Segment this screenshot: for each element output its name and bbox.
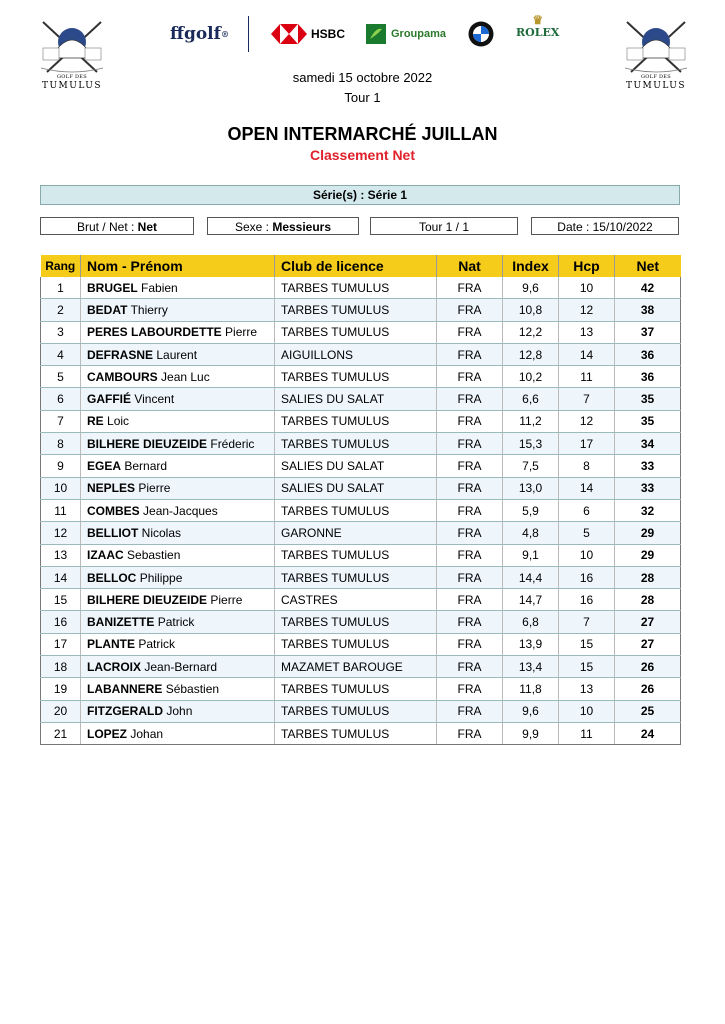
index-cell: 9,9	[503, 722, 559, 744]
club-cell: CASTRES	[275, 589, 437, 611]
nat-cell: FRA	[437, 700, 503, 722]
brut-net-filter: Brut / Net : Net	[40, 217, 194, 235]
player-name-cell	[81, 522, 275, 544]
table-row	[41, 656, 681, 678]
table-row	[41, 700, 681, 722]
player-lastname: DEFRASNE	[87, 347, 154, 362]
player-lastname: EGEA	[87, 459, 122, 474]
player-lastname: BRUGEL	[87, 280, 138, 295]
rang-cell: 12	[41, 522, 81, 544]
index-cell: 13,4	[503, 656, 559, 678]
player-name-cell	[81, 366, 275, 388]
nat-cell: FRA	[437, 299, 503, 321]
hcp-cell: 7	[559, 388, 615, 410]
rang-cell: 16	[41, 611, 81, 633]
table-row	[41, 589, 681, 611]
player-name-cell	[81, 299, 275, 321]
club-cell: TARBES TUMULUS	[275, 722, 437, 744]
net-cell: 28	[615, 589, 681, 611]
player-firstname: Fréderic	[210, 436, 255, 451]
player-firstname: Jean-Bernard	[144, 659, 218, 674]
club-cell: GARONNE	[275, 522, 437, 544]
index-cell: 7,5	[503, 455, 559, 477]
club-cell: TARBES TUMULUS	[275, 499, 437, 521]
sexe-filter: Sexe : Messieurs	[207, 217, 359, 235]
table-row	[41, 477, 681, 499]
index-cell: 6,8	[503, 611, 559, 633]
player-name-cell	[81, 700, 275, 722]
club-cell: TARBES TUMULUS	[275, 700, 437, 722]
rang-cell: 10	[41, 477, 81, 499]
nat-cell: FRA	[437, 321, 503, 343]
player-lastname: LABANNERE	[87, 681, 163, 696]
player-lastname: LOPEZ	[87, 726, 128, 741]
player-lastname: BEDAT	[87, 302, 128, 317]
table-row	[41, 722, 681, 744]
nat-cell: FRA	[437, 633, 503, 655]
col-hcp: Hcp	[559, 255, 615, 277]
hcp-cell: 10	[559, 700, 615, 722]
nat-cell: FRA	[437, 566, 503, 588]
net-cell: 25	[615, 700, 681, 722]
hcp-cell: 10	[559, 277, 615, 299]
table-row	[41, 433, 681, 455]
table-row	[41, 277, 681, 299]
club-cell: TARBES TUMULUS	[275, 678, 437, 700]
player-firstname: Philippe	[139, 570, 183, 585]
net-cell: 26	[615, 656, 681, 678]
player-firstname: Vincent	[134, 392, 175, 407]
club-cell: TARBES TUMULUS	[275, 410, 437, 432]
nat-cell: FRA	[437, 589, 503, 611]
col-rang: Rang	[41, 255, 81, 277]
player-name-cell	[81, 433, 275, 455]
player-name-cell	[81, 277, 275, 299]
net-cell: 36	[615, 366, 681, 388]
player-firstname: Patrick	[157, 615, 195, 630]
rang-cell: 20	[41, 700, 81, 722]
hsbc-hexagon-icon	[271, 24, 307, 44]
index-cell: 13,0	[503, 477, 559, 499]
player-name-cell	[81, 589, 275, 611]
index-cell: 6,6	[503, 388, 559, 410]
club-cell: TARBES TUMULUS	[275, 566, 437, 588]
club-cell: TARBES TUMULUS	[275, 633, 437, 655]
table-row	[41, 366, 681, 388]
player-lastname: CAMBOURS	[87, 369, 158, 384]
table-row	[41, 321, 681, 343]
bmw-logo	[468, 14, 494, 54]
table-row	[41, 633, 681, 655]
crown-icon: ♛	[532, 13, 544, 27]
col-nat: Nat	[437, 255, 503, 277]
player-name-cell	[81, 722, 275, 744]
hcp-cell: 14	[559, 343, 615, 365]
hcp-cell: 11	[559, 722, 615, 744]
net-cell: 38	[615, 299, 681, 321]
index-cell: 12,8	[503, 343, 559, 365]
nat-cell: FRA	[437, 410, 503, 432]
golf-club-crest-icon	[35, 18, 109, 76]
sponsor-strip	[160, 14, 580, 54]
player-lastname: GAFFIÉ	[87, 392, 131, 407]
player-firstname: Sébastien	[165, 681, 220, 696]
player-name-cell	[81, 321, 275, 343]
rang-cell: 6	[41, 388, 81, 410]
table-row	[41, 410, 681, 432]
player-name-cell	[81, 678, 275, 700]
index-cell: 15,3	[503, 433, 559, 455]
player-firstname: Johan	[130, 726, 164, 741]
net-cell: 33	[615, 455, 681, 477]
net-cell: 29	[615, 522, 681, 544]
rang-cell: 19	[41, 678, 81, 700]
club-cell: TARBES TUMULUS	[275, 277, 437, 299]
net-cell: 34	[615, 433, 681, 455]
event-date: samedi 15 octobre 2022	[292, 70, 433, 85]
player-name-cell	[81, 343, 275, 365]
nat-cell: FRA	[437, 366, 503, 388]
event-round: Tour 1	[344, 90, 381, 105]
club-cell: TARBES TUMULUS	[275, 611, 437, 633]
col-net: Net	[615, 255, 681, 277]
index-cell: 9,1	[503, 544, 559, 566]
player-firstname: Jean-Jacques	[143, 503, 218, 518]
club-cell: TARBES TUMULUS	[275, 366, 437, 388]
tour-filter: Tour 1 / 1	[370, 217, 518, 235]
nat-cell: FRA	[437, 277, 503, 299]
rang-cell: 15	[41, 589, 81, 611]
table-row	[41, 455, 681, 477]
rolex-logo: ♛ ROLEX	[516, 13, 560, 39]
player-firstname: Jean Luc	[161, 369, 210, 384]
player-firstname: Nicolas	[141, 525, 182, 540]
hcp-cell: 16	[559, 589, 615, 611]
player-firstname: Patrick	[138, 637, 176, 652]
player-name-cell	[81, 544, 275, 566]
rang-cell: 1	[41, 277, 81, 299]
index-cell: 14,4	[503, 566, 559, 588]
net-cell: 24	[615, 722, 681, 744]
page-subtitle: Classement Net	[309, 147, 416, 163]
club-cell: SALIES DU SALAT	[275, 455, 437, 477]
hcp-cell: 10	[559, 544, 615, 566]
table-row	[41, 522, 681, 544]
rang-cell: 8	[41, 433, 81, 455]
player-firstname: Fabien	[141, 280, 178, 295]
rang-cell: 4	[41, 343, 81, 365]
hcp-cell: 13	[559, 321, 615, 343]
hcp-cell: 12	[559, 299, 615, 321]
rang-cell: 11	[41, 499, 81, 521]
net-cell: 42	[615, 277, 681, 299]
player-firstname: Pierre	[210, 592, 243, 607]
col-club: Club de licence	[275, 255, 437, 277]
player-lastname: BILHERE DIEUZEIDE	[87, 436, 208, 451]
net-cell: 32	[615, 499, 681, 521]
table-row	[41, 611, 681, 633]
club-logo-right: GOLF DES TUMULUS	[619, 18, 693, 92]
hcp-cell: 12	[559, 410, 615, 432]
player-firstname: Bernard	[124, 459, 168, 474]
player-lastname: BANIZETTE	[87, 615, 155, 630]
net-cell: 36	[615, 343, 681, 365]
index-cell: 13,9	[503, 633, 559, 655]
net-cell: 33	[615, 477, 681, 499]
rang-cell: 7	[41, 410, 81, 432]
nat-cell: FRA	[437, 433, 503, 455]
col-index: Index	[503, 255, 559, 277]
net-cell: 28	[615, 566, 681, 588]
golf-club-crest-icon	[619, 18, 693, 76]
player-lastname: NEPLES	[87, 481, 136, 496]
player-lastname: FITZGERALD	[87, 704, 163, 719]
rang-cell: 18	[41, 656, 81, 678]
club-cell: SALIES DU SALAT	[275, 388, 437, 410]
nat-cell: FRA	[437, 522, 503, 544]
club-cell: TARBES TUMULUS	[275, 321, 437, 343]
player-firstname: Pierre	[225, 325, 258, 340]
rang-cell: 9	[41, 455, 81, 477]
player-name-cell	[81, 477, 275, 499]
player-lastname: COMBES	[87, 503, 140, 518]
net-cell: 27	[615, 633, 681, 655]
index-cell: 9,6	[503, 277, 559, 299]
player-lastname: BILHERE DIEUZEIDE	[87, 592, 208, 607]
player-lastname: BELLOC	[87, 570, 137, 585]
hcp-cell: 15	[559, 633, 615, 655]
player-name-cell	[81, 566, 275, 588]
player-name-cell	[81, 455, 275, 477]
player-firstname: Sebastien	[127, 548, 181, 563]
hsbc-logo: HSBC	[271, 14, 345, 54]
player-firstname: Pierre	[138, 481, 171, 496]
hcp-cell: 5	[559, 522, 615, 544]
club-cell: TARBES TUMULUS	[275, 544, 437, 566]
club-logo-left: GOLF DES TUMULUS	[35, 18, 109, 92]
player-lastname: PERES LABOURDETTE	[87, 325, 222, 340]
player-name-cell	[81, 611, 275, 633]
groupama-logo: Groupama	[366, 14, 446, 54]
hcp-cell: 16	[559, 566, 615, 588]
nat-cell: FRA	[437, 611, 503, 633]
net-cell: 26	[615, 678, 681, 700]
bmw-roundel-icon	[468, 21, 494, 47]
net-cell: 35	[615, 388, 681, 410]
page-title: OPEN INTERMARCHÉ JUILLAN	[227, 124, 498, 144]
hcp-cell: 8	[559, 455, 615, 477]
index-cell: 10,2	[503, 366, 559, 388]
table-row	[41, 544, 681, 566]
sponsor-divider	[248, 16, 249, 52]
player-name-cell	[81, 388, 275, 410]
nat-cell: FRA	[437, 388, 503, 410]
col-nom: Nom - Prénom	[81, 255, 275, 277]
table-row	[41, 299, 681, 321]
player-lastname: PLANTE	[87, 637, 135, 652]
rang-cell: 13	[41, 544, 81, 566]
player-lastname: IZAAC	[87, 548, 124, 563]
table-header-row	[41, 255, 681, 277]
rang-cell: 3	[41, 321, 81, 343]
net-cell: 27	[615, 611, 681, 633]
groupama-leaf-icon	[366, 24, 386, 44]
hcp-cell: 6	[559, 499, 615, 521]
index-cell: 11,2	[503, 410, 559, 432]
table-row	[41, 388, 681, 410]
club-cell: TARBES TUMULUS	[275, 299, 437, 321]
index-cell: 11,8	[503, 678, 559, 700]
index-cell: 14,7	[503, 589, 559, 611]
club-cell: TARBES TUMULUS	[275, 433, 437, 455]
player-firstname: John	[166, 704, 193, 719]
results-table	[40, 255, 681, 745]
index-cell: 9,6	[503, 700, 559, 722]
rang-cell: 2	[41, 299, 81, 321]
index-cell: 10,8	[503, 299, 559, 321]
nat-cell: FRA	[437, 477, 503, 499]
player-lastname: BELLIOT	[87, 525, 139, 540]
player-firstname: Thierry	[130, 302, 168, 317]
hcp-cell: 14	[559, 477, 615, 499]
club-cell: AIGUILLONS	[275, 343, 437, 365]
nat-cell: FRA	[437, 678, 503, 700]
player-name-cell	[81, 499, 275, 521]
table-row	[41, 566, 681, 588]
rang-cell: 5	[41, 366, 81, 388]
club-cell: SALIES DU SALAT	[275, 477, 437, 499]
nat-cell: FRA	[437, 656, 503, 678]
net-cell: 29	[615, 544, 681, 566]
rang-cell: 21	[41, 722, 81, 744]
net-cell: 37	[615, 321, 681, 343]
table-row	[41, 343, 681, 365]
player-name-cell	[81, 656, 275, 678]
player-name-cell	[81, 633, 275, 655]
hcp-cell: 15	[559, 656, 615, 678]
table-row	[41, 678, 681, 700]
nat-cell: FRA	[437, 455, 503, 477]
player-name-cell	[81, 410, 275, 432]
rang-cell: 17	[41, 633, 81, 655]
series-bar: Série(s) : Série 1	[40, 185, 680, 205]
table-row	[41, 499, 681, 521]
player-firstname: Loic	[107, 414, 130, 429]
rang-cell: 14	[41, 566, 81, 588]
hcp-cell: 11	[559, 366, 615, 388]
index-cell: 4,8	[503, 522, 559, 544]
club-cell: MAZAMET BAROUGE	[275, 656, 437, 678]
nat-cell: FRA	[437, 499, 503, 521]
nat-cell: FRA	[437, 722, 503, 744]
index-cell: 12,2	[503, 321, 559, 343]
index-cell: 5,9	[503, 499, 559, 521]
date-filter: Date : 15/10/2022	[531, 217, 679, 235]
nat-cell: FRA	[437, 343, 503, 365]
player-lastname: RE	[87, 414, 104, 429]
player-firstname: Laurent	[156, 347, 198, 362]
hcp-cell: 7	[559, 611, 615, 633]
nat-cell: FRA	[437, 544, 503, 566]
ffgolf-logo: ffgolf ®	[170, 24, 229, 44]
hcp-cell: 17	[559, 433, 615, 455]
net-cell: 35	[615, 410, 681, 432]
player-lastname: LACROIX	[87, 659, 141, 674]
hcp-cell: 13	[559, 678, 615, 700]
